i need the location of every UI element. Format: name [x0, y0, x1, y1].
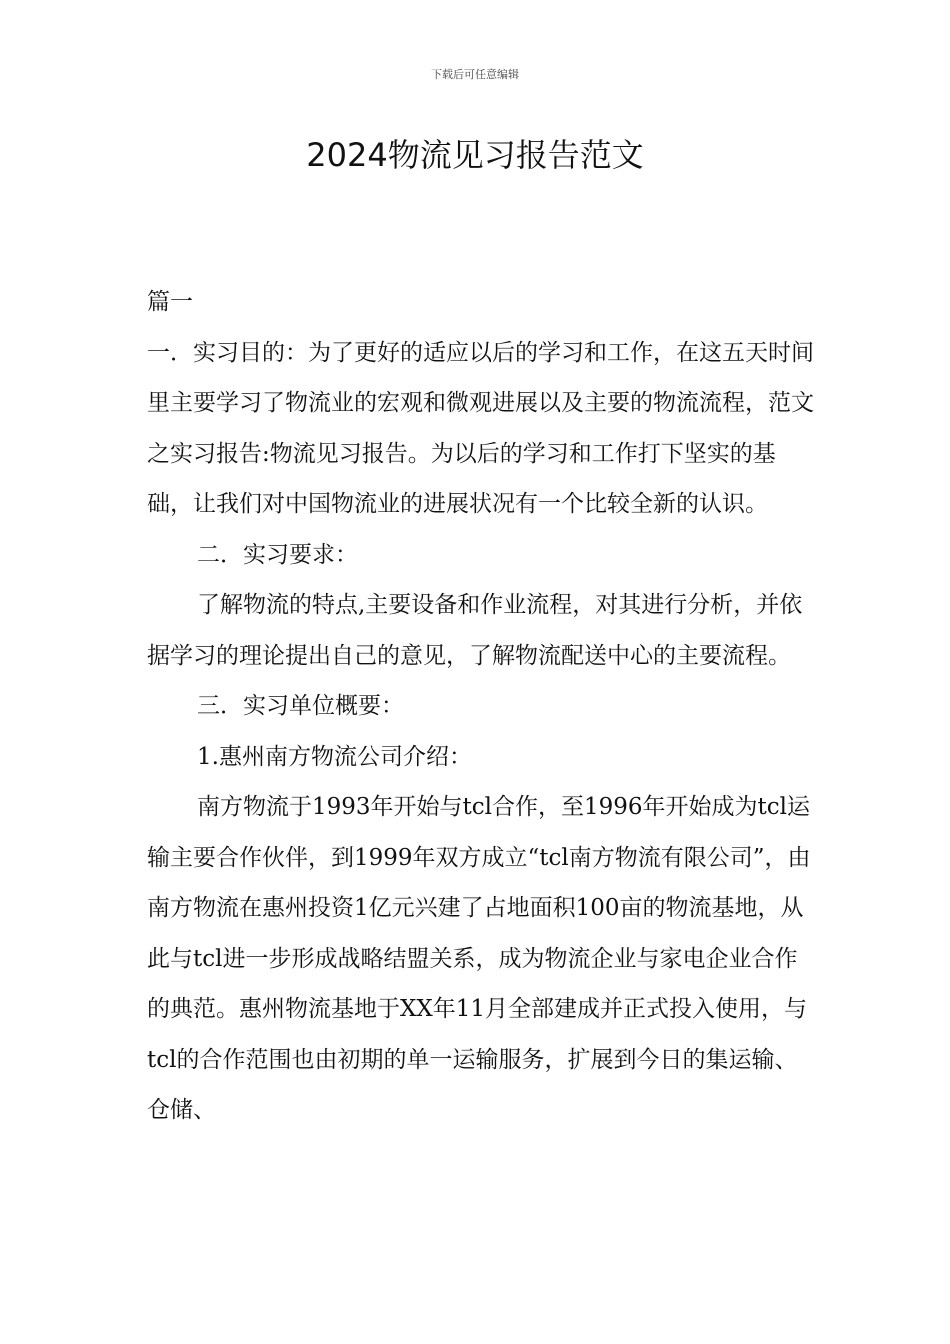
paragraph-company-heading: 1.惠州南方物流公司介绍： [197, 743, 472, 770]
paragraph-requirements: 了解物流的特点,主要设备和作业流程，对其进行分析，并依据学习的理论提出自己的意见，了解物流配送中心的主要流程。 [147, 592, 803, 669]
paragraph-requirements-heading: 二．实习要求： [197, 541, 358, 568]
paragraph-company-intro: 南方物流于1993年开始与tcl合作，至1996年开始成为tcl运输主要合作伙伴，到1999年双方成立“tcl南方物流有限公司”，由南方物流在惠州投资1亿元兴建了占地面积100亩的物流基地，从此与tcl进一步形成战略结盟关系，成为物流企业与家电企业合作的典范。惠州物流基地于XX年11月全部建成并正式投入使用，与tcl的合作范围也由初期的单一运输服务，扩展到今日的集运输、仓储、 [147, 794, 811, 1123]
document-title: 2024物流见习报告范文 [306, 136, 644, 174]
section-heading: 篇一 [147, 289, 193, 315]
document-body [147, 277, 817, 1136]
paragraph-unit-heading: 三．实习单位概要： [197, 693, 404, 719]
header-note: 下载后可任意编辑 [431, 68, 519, 81]
paragraph-purpose: 一．实习目的：为了更好的适应以后的学习和工作，在这五天时间里主要学习了物流业的宏观和微观进展以及主要的物流流程，范文之实习报告:物流见习报告。为以后的学习和工作打下坚实的基础，让我们对中国物流业的进展状况有一个比较全新的认识。 [147, 339, 814, 517]
